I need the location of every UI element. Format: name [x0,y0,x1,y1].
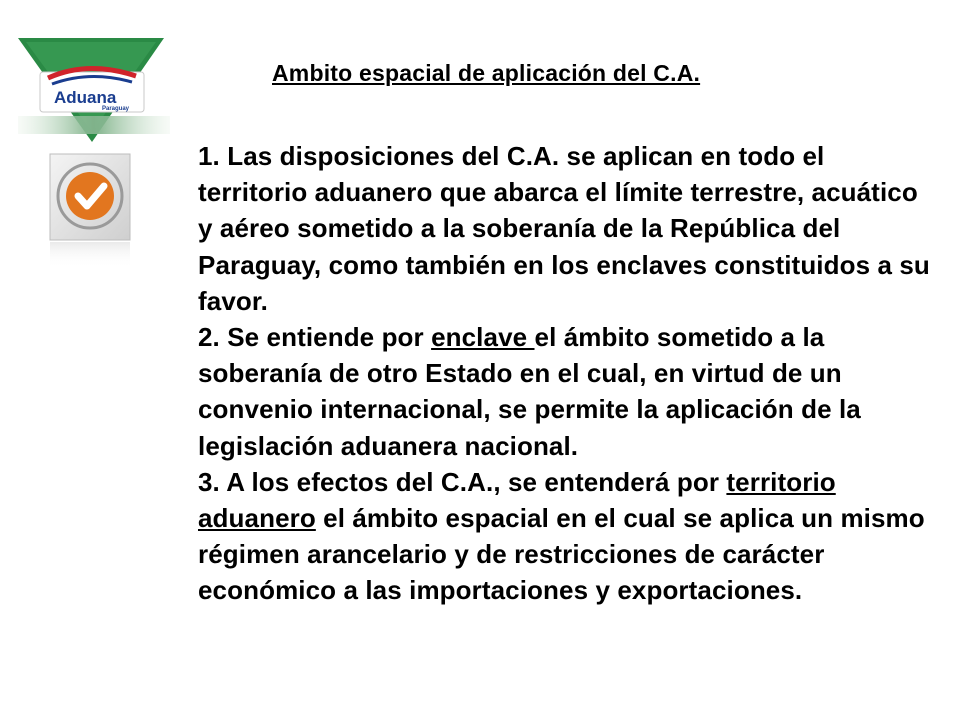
aduana-logo-graphic [18,36,170,146]
paragraph-1 [198,138,938,319]
slide-body [198,138,938,609]
paragraph-2 [198,319,938,464]
slide-title: Ambito espacial de aplicación del C.A. [272,60,701,86]
paragraph-3-rest: el ámbito espacial en el cual se aplica un mismo régimen arancelario y de restricciones de carácter económico a las importaciones y exportaciones. [198,503,925,606]
term-enclave: enclave [431,322,535,353]
logo-sub-text: Paraguay [102,106,130,112]
paragraph-3-lead: 3. A los efectos del C.A., se entenderá por [198,466,727,497]
paragraph-3 [198,464,938,609]
aduana-logo [18,36,170,146]
paragraph-1-text: 1. Las disposiciones del C.A. se aplican en todo el territorio aduanero que abarca el límite terrestre, acuático y aéreo sometido a la soberanía de la República del Paraguay, como también en los enclaves constituidos a su favor. [198,141,930,316]
certification-seal [44,150,136,270]
logo-brand-text: Aduana [54,88,117,107]
paragraph-2-lead: 2. Se entiende por [198,322,432,353]
paragraph-2-rest: el ámbito sometido a la soberanía de otro Estado en el cual, en virtud de un convenio internacional, se permite la aplicación de la legislación aduanera nacional. [198,322,861,461]
term-territorio-aduanero: territorio aduanero [198,466,836,534]
certification-checkmark-seal-icon [44,150,136,270]
